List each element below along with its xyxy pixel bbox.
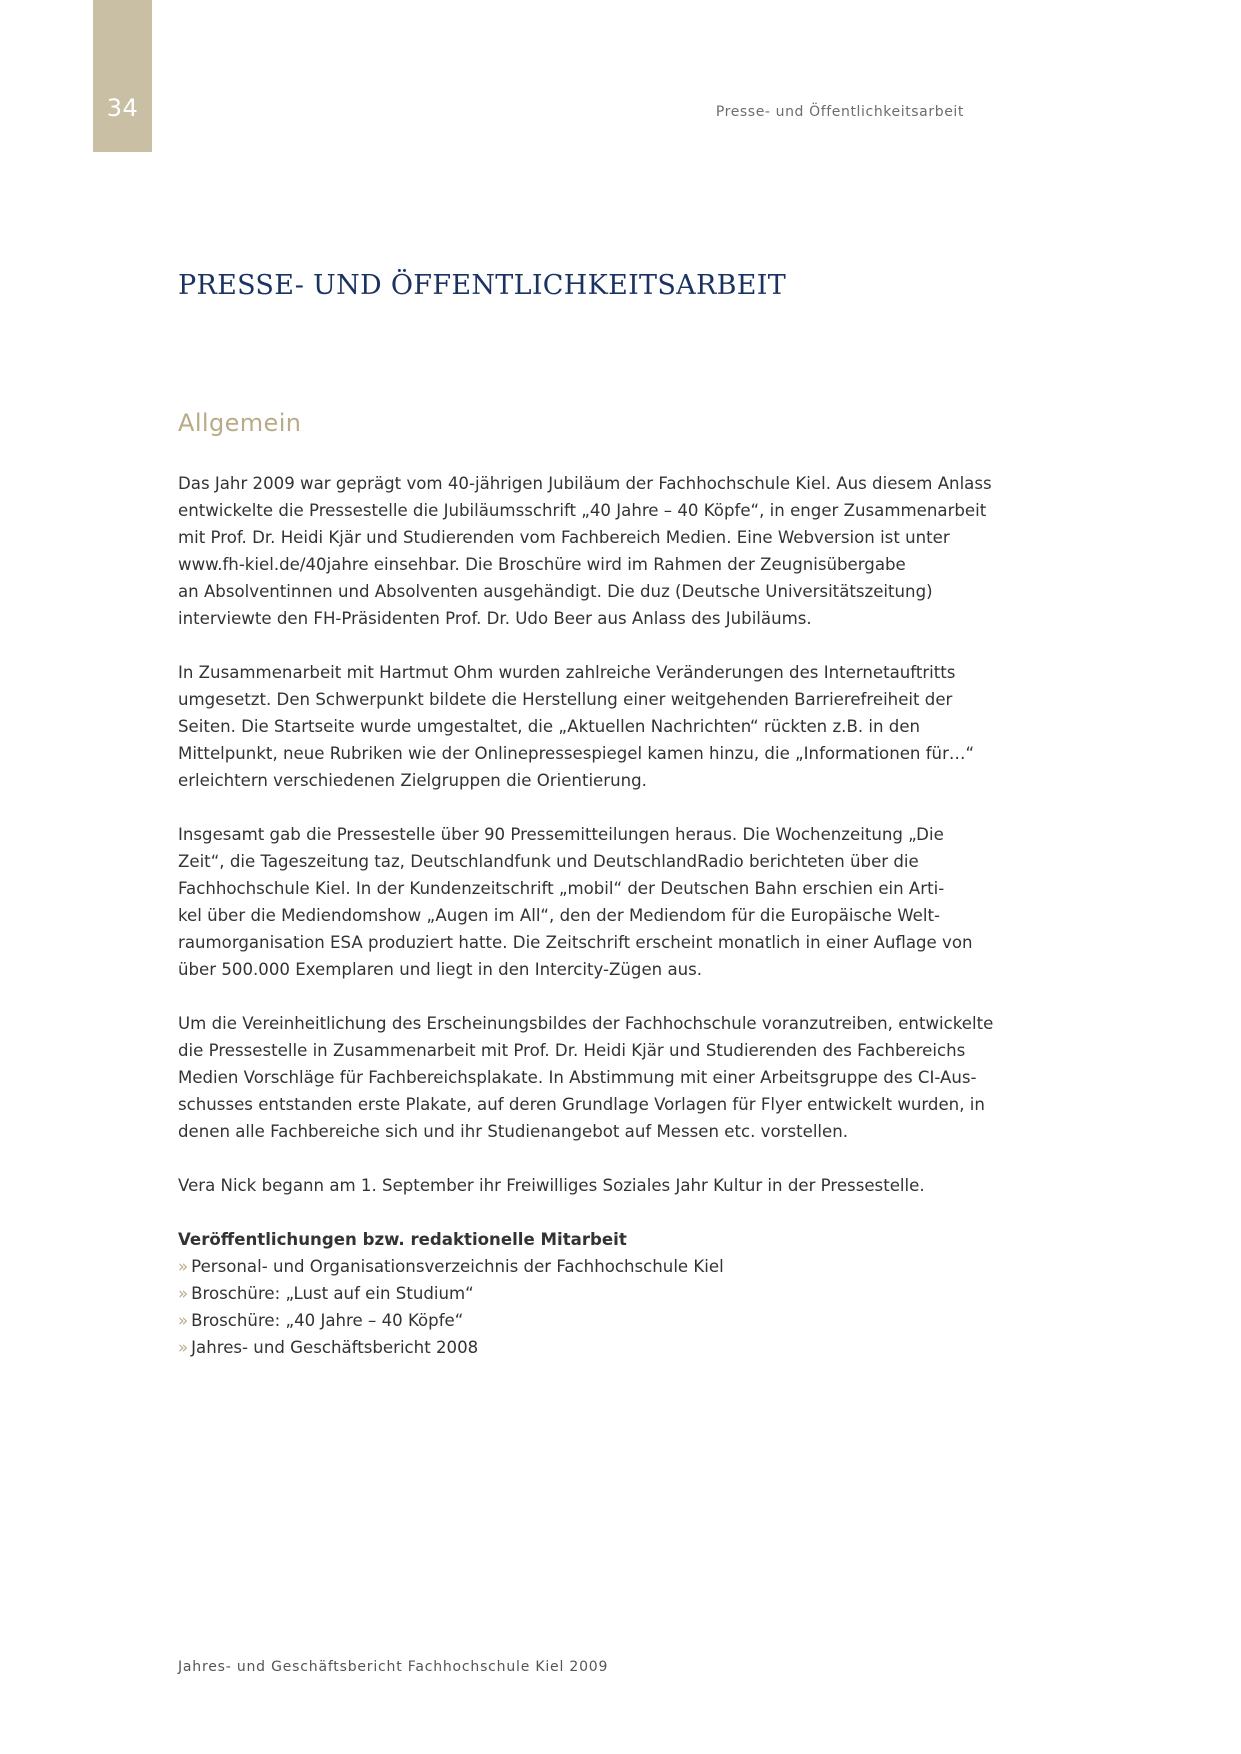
text-line: Seiten. Die Startseite wurde umgestaltet, die „Aktuellen Nachrichten“ rückten z.B. in den [178,717,921,736]
list-item [178,1307,978,1334]
text-line: über 500.000 Exemplaren und liegt in den Intercity-Zügen aus. [178,960,703,979]
list-item-label: Broschüre: „40 Jahre – 40 Köpfe“ [191,1311,464,1330]
text-line: Um die Vereinheitlichung des Erscheinungsbildes der Fachhochschule voranzutreiben, entwickelte [178,1014,994,1033]
text-line: umgesetzt. Den Schwerpunkt bildete die Herstellung einer weitgehenden Barrierefreiheit der [178,690,953,709]
section-title: Allgemein [178,409,302,437]
text-line: Fachhochschule Kiel. In der Kundenzeitschrift „mobil“ der Deutschen Bahn erschien ein Arti- [178,879,945,898]
text-line: raumorganisation ESA produziert hatte. Die Zeitschrift erscheint monatlich in einer Auflage von [178,933,973,952]
bullet-icon: » [178,1338,189,1357]
text-line: Insgesamt gab die Pressestelle über 90 Pressemitteilungen heraus. Die Wochenzeitung „Die [178,825,944,844]
text-line: In Zusammenarbeit mit Hartmut Ohm wurden zahlreiche Veränderungen des Internetauftritts [178,663,956,682]
text-line: www.fh-kiel.de/40jahre einsehbar. Die Broschüre wird im Rahmen der Zeugnisübergabe [178,555,906,574]
text-line: interviewte den FH-Präsidenten Prof. Dr. Udo Beer aus Anlass des Jubiläums. [178,609,812,628]
bullet-icon: » [178,1311,189,1330]
list-item-label: Personal- und Organisationsverzeichnis der Fachhochschule Kiel [191,1257,724,1276]
text-line: Das Jahr 2009 war geprägt vom 40-jährigen Jubiläum der Fachhochschule Kiel. Aus diesem Anlass [178,474,992,493]
bullet-icon: » [178,1257,189,1276]
page-number-tab [93,0,152,152]
running-header: Presse- und Öffentlichkeitsarbeit [715,104,964,120]
text-line: Vera Nick begann am 1. September ihr Freiwilliges Soziales Jahr Kultur in der Pressestelle. [178,1176,925,1195]
paragraph [178,1172,978,1199]
page-title: PRESSE- UND ÖFFENTLICHKEITSARBEIT [178,270,786,301]
paragraph [178,1010,994,1145]
page-footer: Jahres- und Geschäftsbericht Fachhochschule Kiel 2009 [178,1659,609,1675]
list-item-label: Jahres- und Geschäftsbericht 2008 [191,1338,479,1357]
text-line: mit Prof. Dr. Heidi Kjär und Studierenden vom Fachbereich Medien. Eine Webversion ist unter [178,528,950,547]
publications-list [178,1253,978,1361]
text-line: Zeit“, die Tageszeitung taz, Deutschlandfunk und DeutschlandRadio berichteten über die [178,852,919,871]
paragraph [178,821,978,983]
text-line: Mittelpunkt, neue Rubriken wie der Onlinepressespiegel kamen hinzu, die „Informationen für…“ [178,744,975,763]
publications-heading: Veröffentlichungen bzw. redaktionelle Mitarbeit [178,1230,627,1249]
list-item-label: Broschüre: „Lust auf ein Studium“ [191,1284,474,1303]
text-line: kel über die Mediendomshow „Augen im All“, den der Mediendom für die Europäische Welt- [178,906,940,925]
list-item [178,1280,978,1307]
list-item [178,1334,978,1361]
text-line: schusses entstanden erste Plakate, auf deren Grundlage Vorlagen für Flyer entwickelt wurden, in [178,1095,985,1114]
bullet-icon: » [178,1284,189,1303]
text-line: an Absolventinnen und Absolventen ausgehändigt. Die duz (Deutsche Universitätszeitung) [178,582,933,601]
page-number: 34 [106,94,139,122]
publications-section [178,1226,978,1361]
text-line: Medien Vorschläge für Fachbereichsplakate. In Abstimmung mit einer Arbeitsgruppe des CI-Aus- [178,1068,977,1087]
paragraph [178,470,992,632]
text-line: die Pressestelle in Zusammenarbeit mit Prof. Dr. Heidi Kjär und Studierenden des Fachbereichs [178,1041,966,1060]
text-line: entwickelte die Pressestelle die Jubiläumsschrift „40 Jahre – 40 Köpfe“, in enger Zusammenarbeit [178,501,987,520]
text-line: erleichtern verschiedenen Zielgruppen die Orientierung. [178,771,647,790]
text-line: denen alle Fachbereiche sich und ihr Studienangebot auf Messen etc. vorstellen. [178,1122,849,1141]
body-content [178,470,994,1361]
paragraph [178,659,978,794]
list-item [178,1253,978,1280]
